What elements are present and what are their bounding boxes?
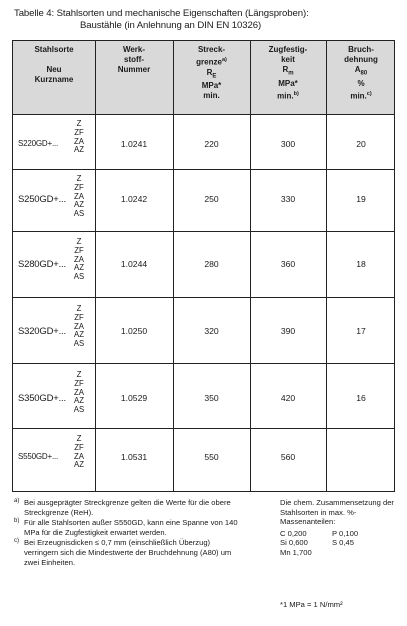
coating-codes: [73, 371, 85, 415]
footnote-mark: c): [14, 538, 19, 545]
material-number: 1.0244: [120, 259, 148, 269]
coating-code: ZF: [74, 312, 84, 322]
header-text: min.: [203, 91, 220, 101]
header-text: Werk-: [122, 45, 146, 54]
tensile-strength: 390: [280, 326, 296, 336]
coating-codes: [73, 305, 85, 349]
header-text: stoff-: [124, 55, 144, 64]
footnote-text: Bei Erzeugnisdicken ≤ 0,7 mm (einschließlich Überzug) verringern sich die Mindestwerte der Bruchdehnung (A80) um zwei Einheiten.: [24, 538, 232, 567]
grade-name: S550GD+...: [18, 452, 59, 461]
footnote-marker: b): [293, 90, 299, 97]
table-row: [13, 298, 394, 364]
tensile-strength: 300: [280, 139, 296, 149]
header-text: min.: [277, 91, 294, 101]
coating-code: ZF: [74, 442, 84, 452]
coating-code: AZ: [74, 330, 84, 340]
tensile-strength: 560: [280, 452, 296, 462]
yield-strength: 250: [204, 194, 219, 204]
coating-code: AS: [73, 405, 85, 415]
coating-code: AZ: [74, 145, 84, 155]
grade-name: S220GD+...: [18, 139, 59, 148]
coating-code: ZF: [74, 127, 84, 137]
coating-codes: [73, 175, 85, 219]
tensile-strength: 360: [280, 259, 296, 269]
coating-code: Z: [76, 119, 82, 128]
header-text: dehnung: [344, 55, 378, 64]
chemical-composition: [280, 498, 400, 558]
chem-sulfur: S 0,45: [332, 538, 354, 548]
coating-code: ZA: [74, 321, 84, 331]
subscript: 80: [360, 70, 368, 77]
subscript: E: [212, 73, 217, 80]
coating-code: AZ: [74, 396, 84, 406]
header-text: Neu: [46, 65, 62, 74]
footnote: [14, 498, 244, 517]
table-title: [14, 8, 309, 32]
tensile-strength: 420: [280, 393, 296, 403]
header-text: Zugfestig-: [268, 45, 308, 54]
coating-codes: [73, 120, 85, 155]
header-text: MPa*: [278, 78, 298, 88]
footnote-mark: b): [14, 518, 20, 525]
table-row: [13, 232, 394, 298]
coating-code: AZ: [74, 460, 84, 470]
chem-intro: Die chem. Zusammensetzung der Stahlsorten in max. %-Massenanteilen:: [280, 498, 394, 527]
footnote: [14, 518, 244, 537]
coating-code: AS: [73, 272, 85, 282]
chem-grid: [280, 529, 400, 558]
coating-code: ZA: [74, 387, 84, 397]
elongation: 19: [356, 194, 366, 204]
coating-code: AS: [73, 339, 85, 349]
coating-code: AZ: [74, 263, 84, 273]
chem-phosphorus: P 0,100: [332, 528, 359, 538]
footnote: [14, 538, 244, 567]
coating-code: ZA: [74, 254, 84, 264]
footnotes: [14, 498, 244, 568]
chem-manganese: Mn 1,700: [280, 547, 312, 557]
header-text: Stahlsorte: [34, 45, 74, 54]
yield-strength: 220: [204, 139, 219, 149]
coating-codes: [73, 238, 85, 282]
header-text: A: [354, 65, 361, 74]
yield-strength: 550: [204, 452, 219, 462]
material-number: 1.0250: [120, 326, 148, 336]
header-text: MPa*: [201, 81, 222, 91]
yield-strength: 350: [204, 393, 219, 403]
tensile-strength: 330: [280, 194, 296, 204]
title-line-1: Tabelle 4: Stahlsorten und mechanische Eigenschaften (Längsproben):: [14, 8, 309, 19]
unit-note: *1 MPa = 1 N/mm²: [280, 600, 343, 609]
header-text: keit: [281, 55, 295, 64]
coating-code: Z: [76, 237, 82, 246]
chem-carbon: C 0,200: [280, 528, 307, 538]
grade-name: S250GD+...: [18, 194, 66, 205]
elongation: 18: [356, 259, 366, 269]
chem-silicon: Si 0,600: [280, 538, 308, 548]
footnote-text: Bei ausgeprägter Streckgrenze gelten die Werte für die obere Streckgrenze (ReH).: [24, 498, 231, 517]
footnote-marker: a): [221, 57, 227, 63]
header-stahlsorte: [17, 45, 91, 85]
header-text: Streck-: [197, 45, 226, 54]
table-row: [13, 115, 394, 170]
header-werkstoff: [97, 45, 171, 75]
coating-code: Z: [76, 304, 82, 313]
coating-code: AZ: [74, 200, 84, 210]
material-number: 1.0241: [120, 139, 148, 149]
elongation: 20: [356, 139, 366, 149]
coating-code: Z: [76, 434, 82, 443]
coating-code: ZA: [74, 451, 84, 461]
coating-code: ZF: [74, 378, 84, 388]
coating-code: ZA: [74, 191, 84, 201]
yield-strength: 320: [204, 326, 219, 336]
coating-code: ZA: [74, 136, 84, 146]
header-text: R: [282, 65, 289, 74]
header-text: %: [357, 78, 365, 88]
coating-code: ZF: [74, 182, 84, 192]
grade-name: S280GD+...: [18, 259, 66, 270]
header-zugfestigkeit: [252, 45, 324, 101]
header-streckgrenze: [175, 45, 248, 101]
header-text: Nummer: [117, 65, 151, 74]
grade-name: S320GD+...: [18, 326, 66, 337]
elongation: 17: [356, 326, 366, 336]
footnote-mark: a): [14, 498, 20, 504]
table-row: [13, 170, 394, 232]
material-number: 1.0529: [120, 393, 148, 403]
subscript: m: [288, 70, 294, 77]
material-number: 1.0242: [120, 194, 148, 204]
header-text: Bruch-: [348, 45, 374, 54]
coating-code: Z: [76, 174, 82, 183]
steel-grades-table: [12, 40, 395, 492]
header-text: Kurzname: [34, 75, 74, 84]
grade-name: S350GD+...: [18, 393, 66, 404]
coating-codes: [73, 435, 85, 470]
coating-code: ZF: [74, 245, 84, 255]
elongation: 16: [356, 393, 366, 403]
yield-strength: 280: [204, 259, 219, 269]
table-row: [13, 429, 394, 491]
title-line-2: Baustähle (in Anlehnung an DIN EN 10326): [80, 20, 262, 31]
coating-code: Z: [76, 370, 82, 379]
footnote-text: Für alle Stahlsorten außer S550GD, kann eine Spanne von 140 MPa für die Zugfestigkeit erwartet werden.: [24, 518, 238, 537]
header-text: R: [206, 67, 213, 77]
table-row: [13, 364, 394, 429]
material-number: 1.0531: [120, 452, 148, 462]
header-text: min.: [350, 91, 367, 101]
footnote-marker: c): [366, 90, 372, 97]
header-text: grenze: [196, 57, 222, 67]
header-bruchdehnung: [328, 45, 394, 101]
coating-code: AS: [73, 209, 85, 219]
